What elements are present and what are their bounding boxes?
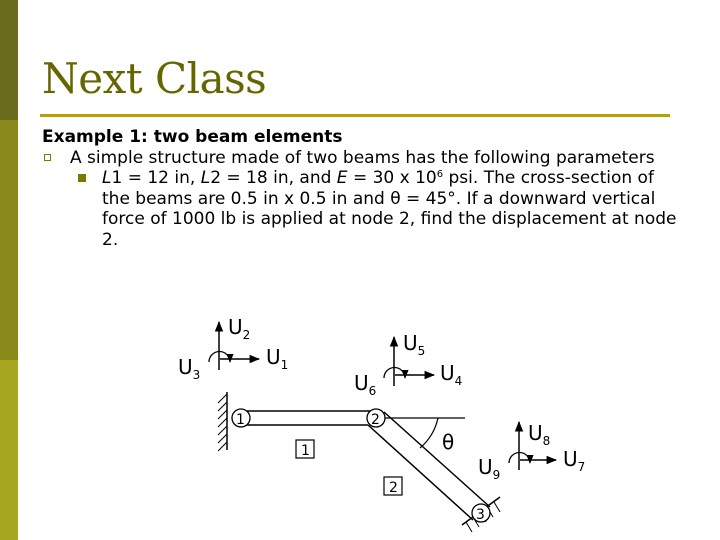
node-2-label: 2 [371, 412, 380, 428]
slide-title: Next Class [42, 54, 267, 103]
element-2-label: 2 [389, 480, 398, 496]
fixed-support-left [218, 392, 227, 451]
svg-text:U4: $U_4$ [440, 361, 463, 388]
dof-group-node-1 [178, 315, 288, 382]
svg-text:U1: $U_1$ [266, 345, 289, 372]
svg-text:U9: $U_9$ [478, 455, 501, 482]
dof-group-node-3 [478, 421, 585, 482]
dof-group-node-2 [354, 331, 462, 398]
node-2 [367, 409, 385, 428]
svg-text:U6: $U_6$ [354, 371, 377, 398]
svg-text:U8: $U_8$ [528, 421, 551, 448]
element-1-label: 1 [301, 443, 310, 459]
node-3-label: 3 [476, 507, 485, 523]
element-2-tag [384, 477, 402, 496]
node-1-label: 1 [236, 412, 245, 428]
angle-label: θ [442, 430, 455, 454]
beam-element-2 [368, 412, 490, 520]
bullet-text-1: A simple structure made of two beams has the following parameters [70, 147, 655, 168]
beam-element-1 [240, 411, 375, 425]
svg-text:U5: $U_5$ [403, 331, 426, 358]
example-heading: Example 1: two beam elements [42, 127, 343, 147]
svg-text:U3: $U_3$ [178, 355, 201, 382]
angle-arc [420, 418, 438, 448]
node-3 [472, 504, 490, 523]
svg-text:U7: $U_7$ [563, 447, 586, 474]
element-1-tag [296, 440, 314, 459]
svg-text:U2: $U_2$ [228, 315, 251, 342]
bullet-text-2: L1 = 12 in, L2 = 18 in, and E = 30 x $10^6$ psi. The cross-section of the beams are 0.5 in x 0.5 in and θ = 45°. If a downward vertical force of 1000 lb is applied at node 2, find the displacement at node 2. [102, 168, 677, 250]
node-1 [232, 409, 250, 428]
